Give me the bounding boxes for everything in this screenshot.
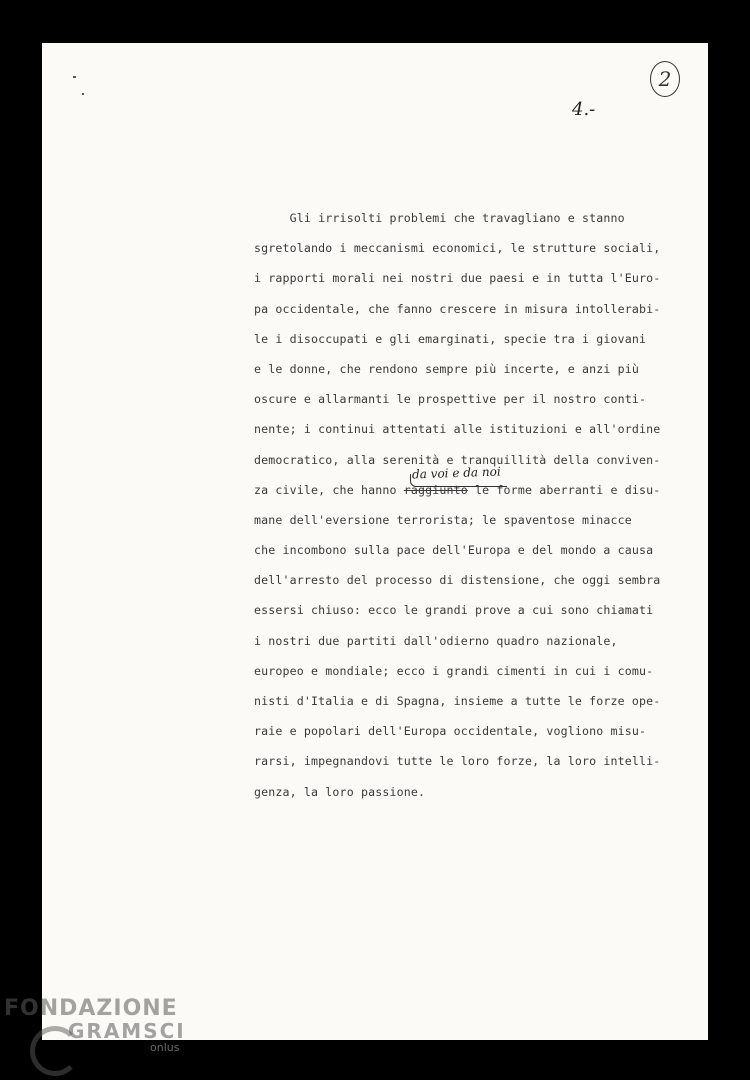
- text-line: che incombono sulla pace dell'Europa e del mondo a causa: [254, 543, 654, 558]
- body-text: [254, 203, 661, 807]
- text-line: raie e popolari dell'Europa occidentale, vogliono misu-: [254, 724, 647, 739]
- text-line: democratico, alla serenità e tranquillità della conviven-: [254, 452, 661, 467]
- text-segment: le forme aberranti e disu-: [467, 482, 661, 497]
- text-line: essersi chiuso: ecco le grandi prove a cui sono chiamati: [254, 603, 654, 618]
- text-line: e le donne, che rendono sempre più incerte, e anzi più: [254, 361, 640, 376]
- text-line: Gli irrisolti problemi che travagliano e stanno: [254, 211, 625, 225]
- document-page: [42, 43, 708, 1040]
- text-segment: za civile, che hanno: [254, 482, 404, 497]
- text-line: dell'arresto del processo di distensione, che oggi sembra: [254, 573, 661, 588]
- circled-annotation: [650, 61, 680, 97]
- handwritten-insertion: da voi e da noi: [411, 464, 501, 482]
- speck: [82, 93, 84, 95]
- watermark-line2: GRAMSCI: [68, 1019, 186, 1043]
- text-line: oscure e allarmanti le prospettive per il nostro conti-: [254, 392, 647, 407]
- text-line: le i disoccupati e gli emarginati, specie tra i giovani: [254, 331, 647, 346]
- struck-word: raggiunto: [403, 482, 468, 497]
- text-line: mane dell'eversione terrorista; le spaventose minacce: [254, 512, 632, 527]
- text-line: rarsi, impegnandovi tutte le loro forze, la loro intelli-: [254, 754, 661, 769]
- circled-annotation-number: 2: [658, 67, 672, 91]
- watermark-line3: onlus: [150, 1041, 180, 1054]
- page-number: 4.-: [572, 99, 596, 120]
- speck: [73, 76, 76, 78]
- text-line: sgretolando i meccanismi economici, le strutture sociali,: [254, 241, 661, 256]
- text-line: nisti d'Italia e di Spagna, insieme a tutte le forze ope-: [254, 694, 661, 708]
- text-line: nente; i continui attentati alle istituzioni e all'ordine: [254, 422, 661, 437]
- text-line: genza, la loro passione.: [254, 784, 426, 799]
- text-line: i nostri due partiti dall'odierno quadro nazionale,: [254, 633, 618, 648]
- text-line: pa occidentale, che fanno crescere in misura intollerabi-: [254, 301, 661, 316]
- watermark-logo: [4, 996, 186, 1054]
- text-line: i rapporti morali nei nostri due paesi e in tutta l'Euro-: [254, 271, 661, 286]
- watermark-line1: FONDAZIONE: [4, 996, 178, 1021]
- text-line: europeo e mondiale; ecco i grandi cimenti in cui i comu-: [254, 663, 654, 678]
- logo-g-icon: [30, 1026, 80, 1076]
